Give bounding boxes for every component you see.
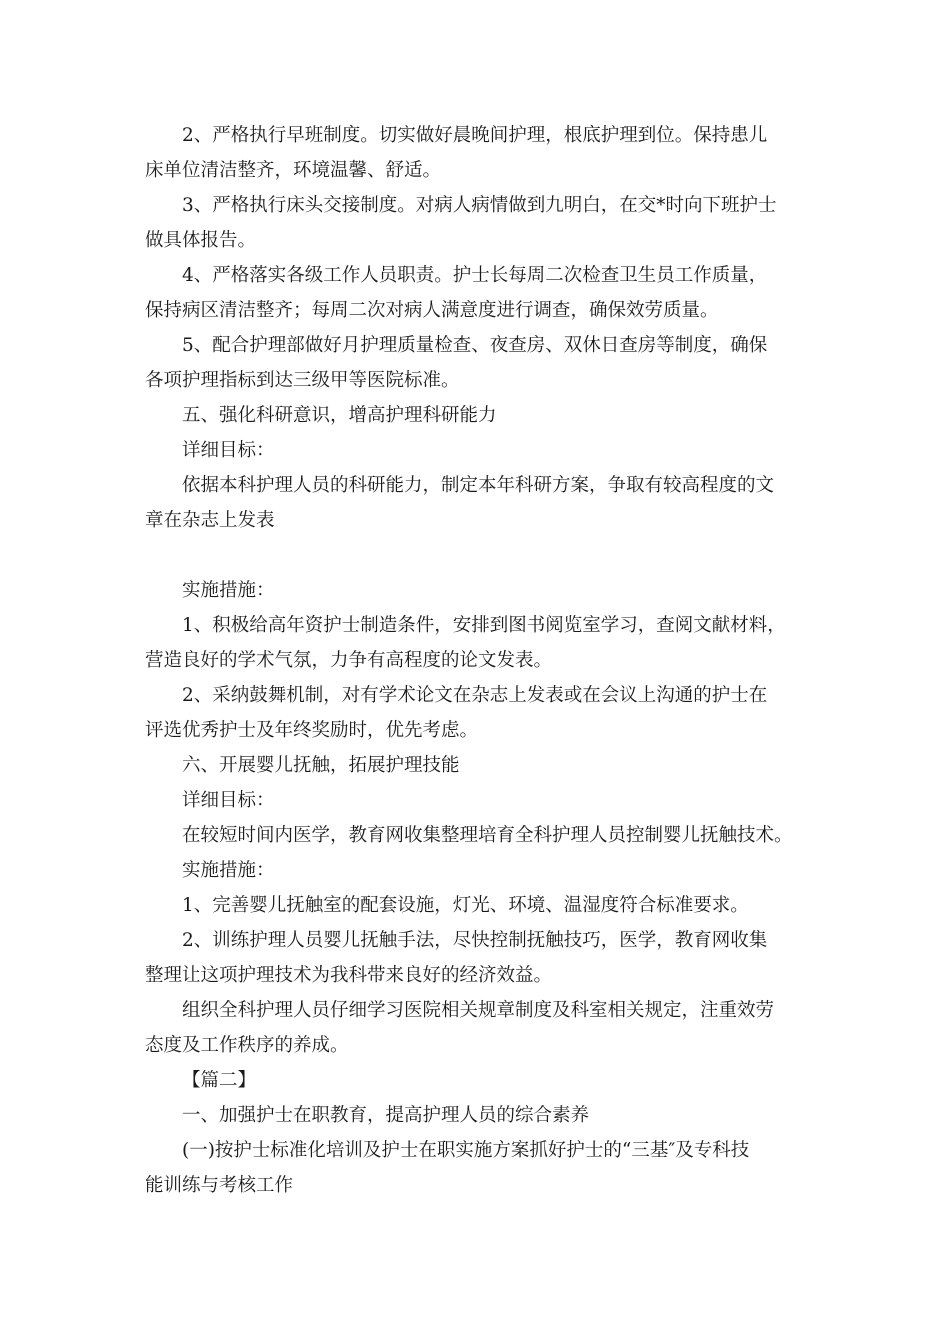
paragraph [145, 923, 817, 993]
section-heading [145, 398, 817, 433]
text-line: 【篇二】 [182, 1070, 257, 1091]
blank-line [145, 538, 817, 573]
text-line: 组织全科护理人员仔细学习医院相关规章制度及科室相关规定，注重效劳 [182, 1000, 775, 1021]
section-heading [145, 1098, 817, 1133]
text-line: 章在杂志上发表 [145, 510, 275, 531]
text-line: 3、严格执行床头交接制度。对病人病情做到九明白，在交*时向下班护士 [182, 195, 777, 216]
subheading [145, 573, 817, 608]
paragraph [145, 818, 817, 853]
text-line: 详细目标： [182, 790, 275, 811]
text-line: 保持病区清洁整齐；每周二次对病人满意度进行调查，确保效劳质量。 [145, 300, 719, 321]
text-line: 实施措施： [182, 580, 275, 601]
paragraph [145, 118, 817, 188]
paragraph [145, 468, 817, 538]
text-line: 营造良好的学术气氛，力争有高程度的论文发表。 [145, 650, 553, 671]
paragraph [145, 888, 817, 923]
section-heading [145, 748, 817, 783]
subheading [145, 783, 817, 818]
paragraph [145, 1133, 817, 1203]
text-line: 1、完善婴儿抚触室的配套设施，灯光、环境、温湿度符合标准要求。 [182, 895, 749, 916]
text-line: 2、采纳鼓舞机制，对有学术论文在杂志上发表或在会议上沟通的护士在 [182, 685, 768, 706]
text-line: 各项护理指标到达三级甲等医院标准。 [145, 370, 460, 391]
text-line: 实施措施： [182, 860, 275, 881]
paragraph [145, 188, 817, 258]
text-line: 依据本科护理人员的科研能力，制定本年科研方案，争取有较高程度的文 [182, 475, 775, 496]
text-line: (一)按护士标准化培训及护士在职实施方案抓好护士的“三基″及专科技 [182, 1140, 750, 1161]
chapter-marker [145, 1063, 817, 1098]
subheading [145, 853, 817, 888]
document-page [145, 118, 817, 1203]
text-line: 详细目标： [182, 440, 275, 461]
paragraph [145, 993, 817, 1063]
paragraph [145, 608, 817, 678]
text-line: 5、配合护理部做好月护理质量检查、夜查房、双休日查房等制度，确保 [182, 335, 768, 356]
paragraph [145, 678, 817, 748]
text-line: 1、积极给高年资护士制造条件，安排到图书阅览室学习，查阅文献材料， [182, 615, 786, 636]
text-line: 2、训练护理人员婴儿抚触手法，尽快控制抚触技巧，医学，教育网收集 [182, 930, 768, 951]
text-line: 在较短时间内医学，教育网收集整理培育全科护理人员控制婴儿抚触技术。 [182, 825, 793, 846]
text-line: 一、加强护士在职教育，提高护理人员的综合素养 [182, 1105, 590, 1126]
text-line: 床单位清洁整齐，环境温馨、舒适。 [145, 160, 442, 181]
subheading [145, 433, 817, 468]
text-line: 4、严格落实各级工作人员职责。护士长每周二次检查卫生员工作质量， [182, 265, 768, 286]
text-line: 整理让这项护理技术为我科带来良好的经济效益。 [145, 965, 553, 986]
paragraph [145, 258, 817, 328]
text-line: 做具体报告。 [145, 230, 257, 251]
text-line: 能训练与考核工作 [145, 1175, 294, 1196]
paragraph [145, 328, 817, 398]
text-line: 评选优秀护士及年终奖励时，优先考虑。 [145, 720, 479, 741]
text-line: 态度及工作秩序的养成。 [145, 1035, 349, 1056]
text-line: 五、强化科研意识，增高护理科研能力 [182, 405, 497, 426]
text-line: 六、开展婴儿抚触，拓展护理技能 [182, 755, 460, 776]
text-line: 2、严格执行早班制度。切实做好晨晚间护理，根底护理到位。保持患儿 [182, 125, 768, 146]
